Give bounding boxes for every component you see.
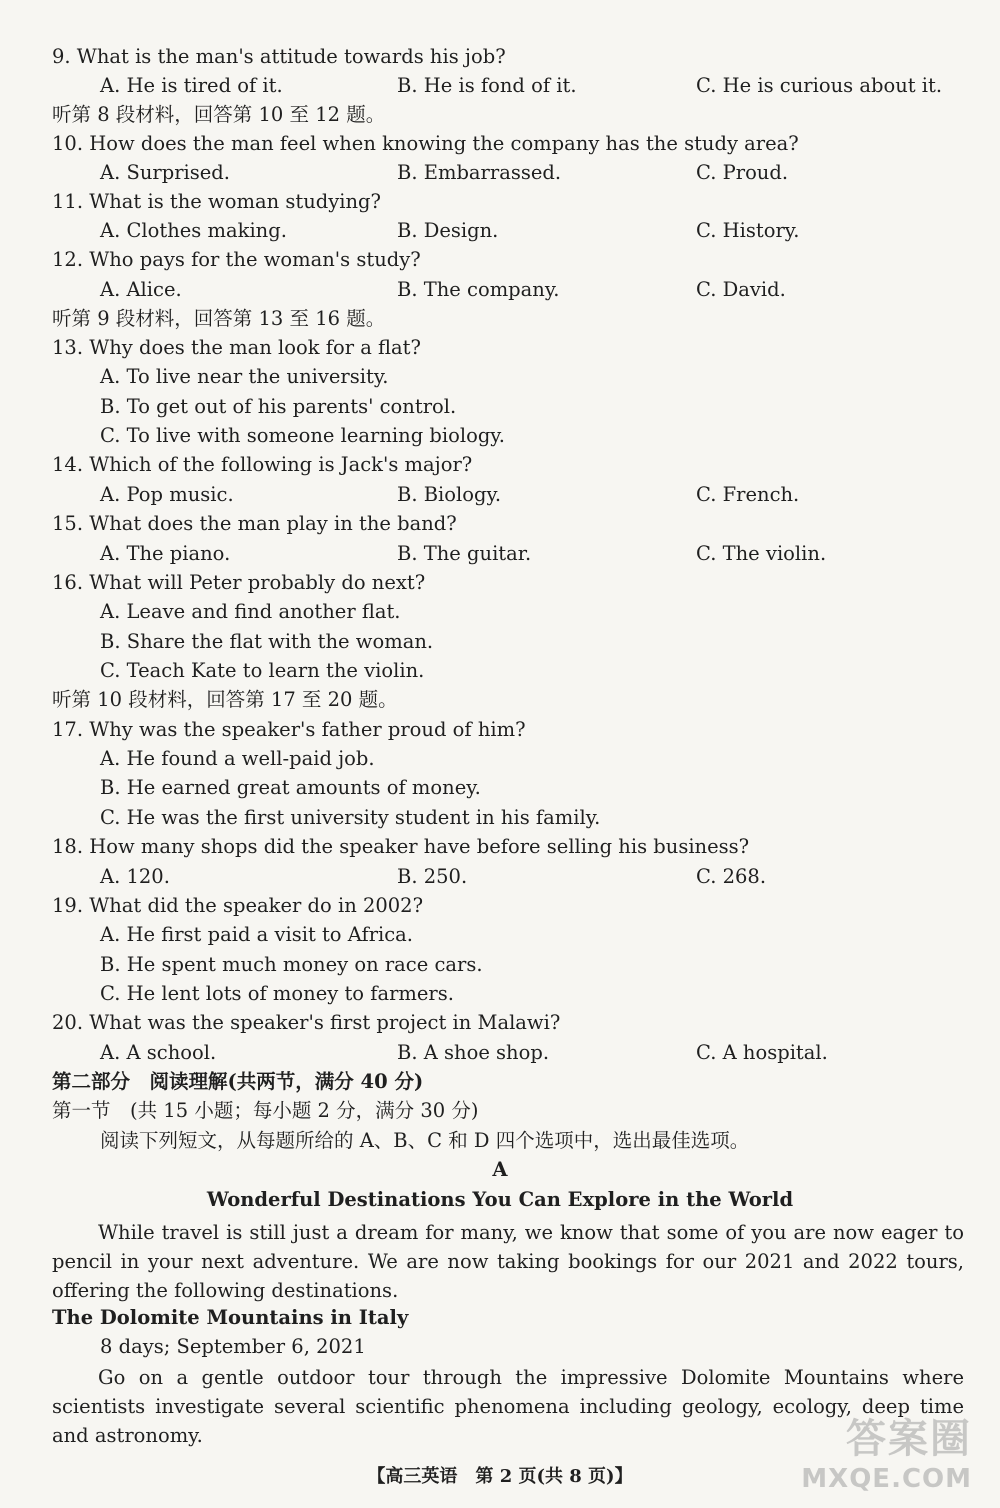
text-line: 听第 8 段材料，回答第 10 至 12 题。 <box>52 103 386 126</box>
page-footer: 【高三英语 第 2 页(共 8 页)】 <box>367 1466 633 1487</box>
text-line: 15. What does the man play in the band? <box>52 512 457 535</box>
text-line: C. He lent lots of money to farmers. <box>100 982 454 1005</box>
text-line: 第一节 (共 15 小题；每小题 2 分，满分 30 分) <box>52 1099 479 1122</box>
text-line: A. Clothes making. <box>100 219 287 242</box>
text-line: 10. How does the man feel when knowing the company has the study area? <box>52 132 799 155</box>
text-line: B. Design. <box>397 219 499 242</box>
text-line: B. To get out of his parents' control. <box>100 395 457 418</box>
text-line: A. To live near the university. <box>100 365 389 388</box>
text-line: C. French. <box>696 483 800 506</box>
text-line: B. A shoe shop. <box>397 1041 550 1064</box>
text-line: C. 268. <box>696 865 767 888</box>
text-line: C. David. <box>696 278 786 301</box>
text-line: B. He spent much money on race cars. <box>100 953 483 976</box>
text-line: B. Embarrassed. <box>397 161 562 184</box>
text-line: C. He is curious about it. <box>696 74 943 97</box>
text-line: 19. What did the speaker do in 2002? <box>52 894 424 917</box>
text-line: B. He is fond of it. <box>397 74 577 97</box>
tour-paragraph: Go on a gentle outdoor tour through the impressive Dolomite Mountains where scientists investigate several scientific phenomena including geology, ecology, deep time and astronomy. <box>52 1366 964 1447</box>
text-line: 13. Why does the man look for a flat? <box>52 336 421 359</box>
text-line: A. 120. <box>100 865 170 888</box>
watermark-logo <box>801 1407 972 1494</box>
text-line: B. 250. <box>397 865 468 888</box>
text-line: 第二部分 阅读理解(共两节，满分 40 分) <box>52 1070 424 1093</box>
text-line: B. He earned great amounts of money. <box>100 776 481 799</box>
tour-date: 8 days; September 6, 2021 <box>100 1335 366 1358</box>
text-line: B. The company. <box>397 278 560 301</box>
text-line: C. He was the first university student in his family. <box>100 806 601 829</box>
text-line: A. He is tired of it. <box>100 74 283 97</box>
section-subheading: The Dolomite Mountains in Italy <box>52 1306 409 1329</box>
text-line: A. Pop music. <box>100 483 234 506</box>
text-line: A. Surprised. <box>100 161 230 184</box>
text-line: 14. Which of the following is Jack's major? <box>52 453 473 476</box>
text-line: C. A hospital. <box>696 1041 828 1064</box>
text-line: A. He found a well-paid job. <box>100 747 375 770</box>
text-line: 11. What is the woman studying? <box>52 190 381 213</box>
text-line: 听第 10 段材料，回答第 17 至 20 题。 <box>52 688 398 711</box>
text-line: C. Proud. <box>696 161 789 184</box>
text-line: A. He first paid a visit to Africa. <box>100 923 414 946</box>
text-line: B. Share the flat with the woman. <box>100 630 434 653</box>
text-line: A. The piano. <box>100 542 231 565</box>
text-line: C. Teach Kate to learn the violin. <box>100 659 425 682</box>
text-line: B. The guitar. <box>397 542 532 565</box>
text-line: 9. What is the man's attitude towards his job? <box>52 45 506 68</box>
text-line: A <box>492 1158 508 1181</box>
text-line: 20. What was the speaker's first project in Malawi? <box>52 1011 561 1034</box>
watermark-url: MXQE.COM <box>801 1464 972 1494</box>
text-line: B. Biology. <box>397 483 502 506</box>
text-line: 16. What will Peter probably do next? <box>52 571 426 594</box>
text-line: A. Alice. <box>100 278 182 301</box>
text-line: Wonderful Destinations You Can Explore in the World <box>206 1188 794 1211</box>
text-line: A. Leave and find another flat. <box>100 600 401 623</box>
text-line: 听第 9 段材料，回答第 13 至 16 题。 <box>52 307 386 330</box>
text-line: 18. How many shops did the speaker have before selling his business? <box>52 835 750 858</box>
text-line: C. History. <box>696 219 800 242</box>
text-line: 17. Why was the speaker's father proud of him? <box>52 718 526 741</box>
text-line: C. The violin. <box>696 542 827 565</box>
text-line: 12. Who pays for the woman's study? <box>52 248 421 271</box>
text-line: C. To live with someone learning biology. <box>100 424 505 447</box>
intro-paragraph: While travel is still just a dream for many, we know that some of you are now eager to pencil in your next adventure. We are now taking bookings for our 2021 and 2022 tours, offering the following destinations. <box>52 1221 964 1302</box>
text-line: 阅读下列短文，从每题所给的 A、B、C 和 D 四个选项中，选出最佳选项。 <box>100 1129 750 1152</box>
watermark-text: 答案圈 <box>846 1416 972 1462</box>
text-line: A. A school. <box>100 1041 217 1064</box>
